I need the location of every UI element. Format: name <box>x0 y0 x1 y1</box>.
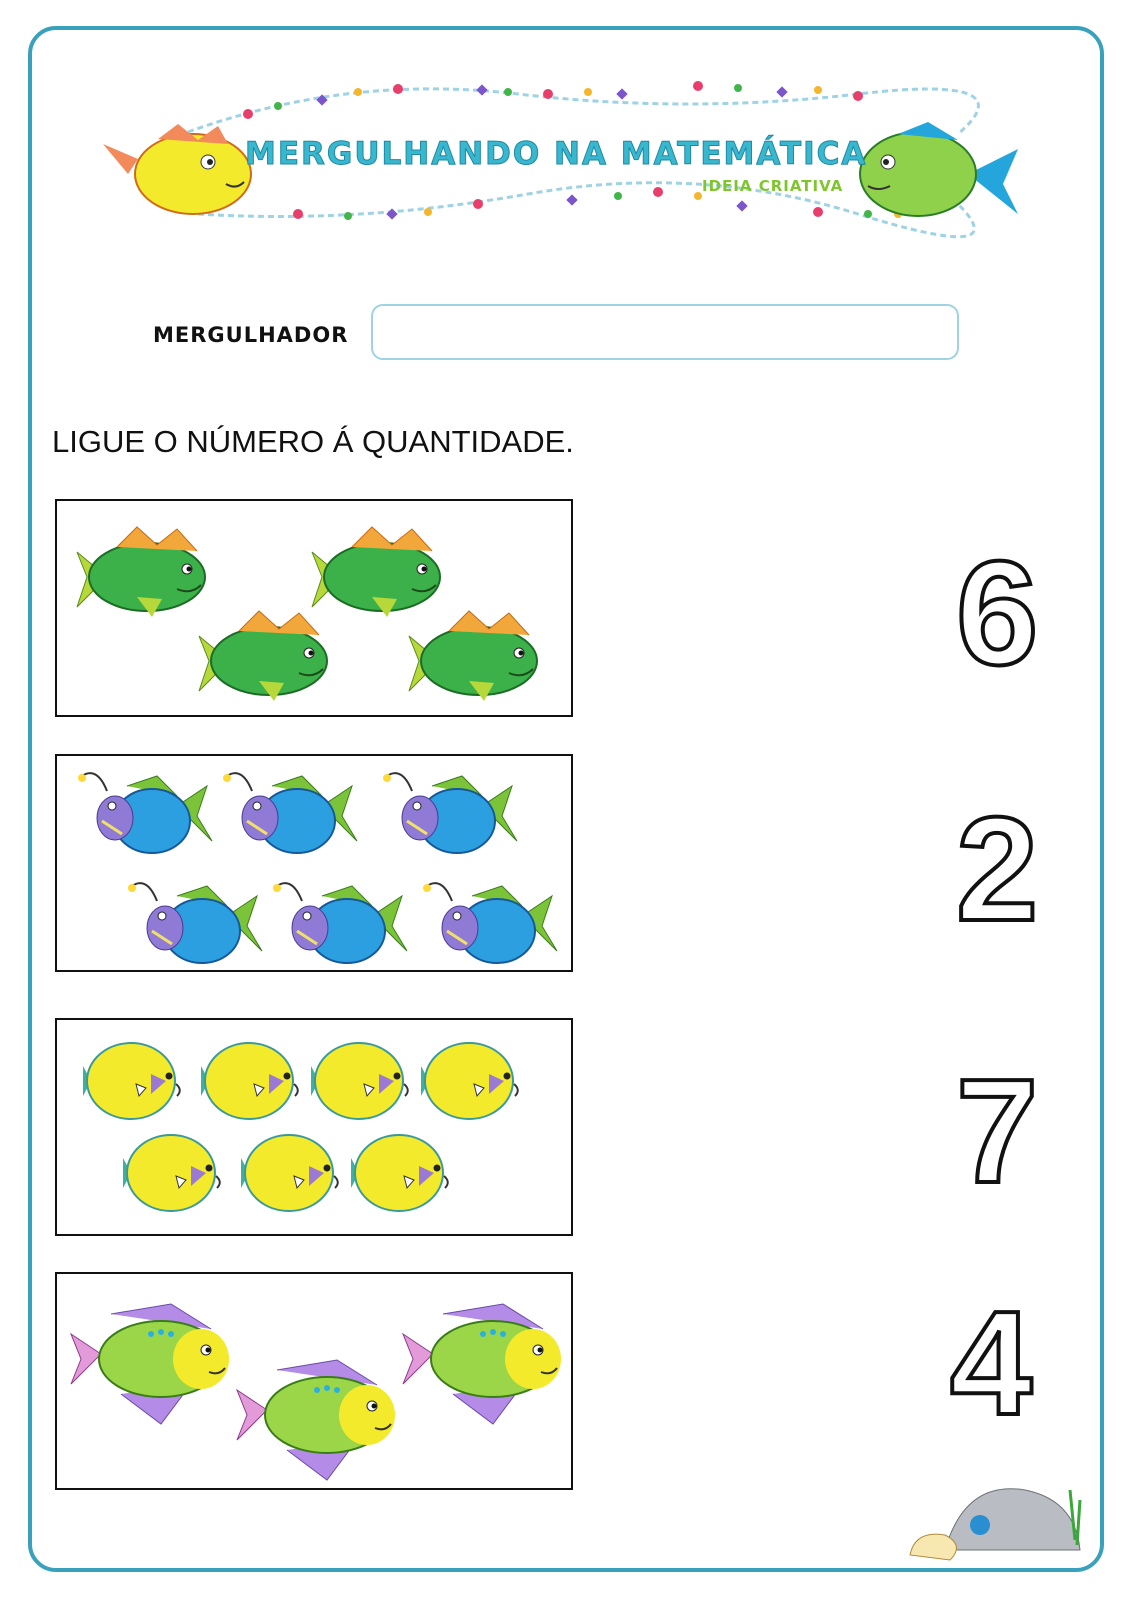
fish-group-box-3[interactable] <box>55 1018 573 1236</box>
fish-group-box-4[interactable] <box>55 1272 573 1490</box>
number-option-4[interactable]: 4 <box>950 1281 1033 1446</box>
page-subtitle: IDEIA CRIATIVA <box>702 177 844 195</box>
green-angelfish-icon <box>71 1304 229 1424</box>
green-striped-fish-icon <box>199 611 327 701</box>
blue-anglerfish-icon <box>383 773 517 853</box>
blue-anglerfish-icon <box>128 883 262 963</box>
green-striped-fish-icon <box>409 611 537 701</box>
green-angelfish-icon <box>237 1360 395 1480</box>
blue-anglerfish-icon <box>78 773 212 853</box>
number-option-1[interactable]: 6 <box>956 531 1039 696</box>
shell-rock-decoration <box>905 1470 1105 1570</box>
green-fish-icon <box>860 122 1018 216</box>
yellow-butterflyfish-icon <box>311 1043 408 1119</box>
name-field[interactable] <box>371 304 959 360</box>
blue-anglerfish-icon <box>423 883 557 963</box>
yellow-fish-icon <box>103 124 251 214</box>
page-title: MERGULHANDO NA MATEMÁTICA <box>245 136 868 172</box>
number-option-2[interactable]: 2 <box>956 787 1039 952</box>
yellow-butterflyfish-icon <box>421 1043 518 1119</box>
yellow-butterflyfish-icon <box>241 1135 338 1211</box>
fish-group-box-1[interactable] <box>55 499 573 717</box>
green-striped-fish-icon <box>312 527 440 617</box>
blue-anglerfish-icon <box>223 773 357 853</box>
blue-anglerfish-icon <box>273 883 407 963</box>
name-label: MERGULHADOR <box>153 323 349 347</box>
yellow-butterflyfish-icon <box>201 1043 298 1119</box>
fish-group-box-2[interactable] <box>55 754 573 972</box>
yellow-butterflyfish-icon <box>83 1043 180 1119</box>
number-option-3[interactable]: 7 <box>956 1049 1039 1214</box>
green-angelfish-icon <box>403 1304 561 1424</box>
instruction-text: LIGUE O NÚMERO Á QUANTIDADE. <box>52 424 574 459</box>
yellow-butterflyfish-icon <box>123 1135 220 1211</box>
green-striped-fish-icon <box>77 527 205 617</box>
yellow-butterflyfish-icon <box>351 1135 448 1211</box>
